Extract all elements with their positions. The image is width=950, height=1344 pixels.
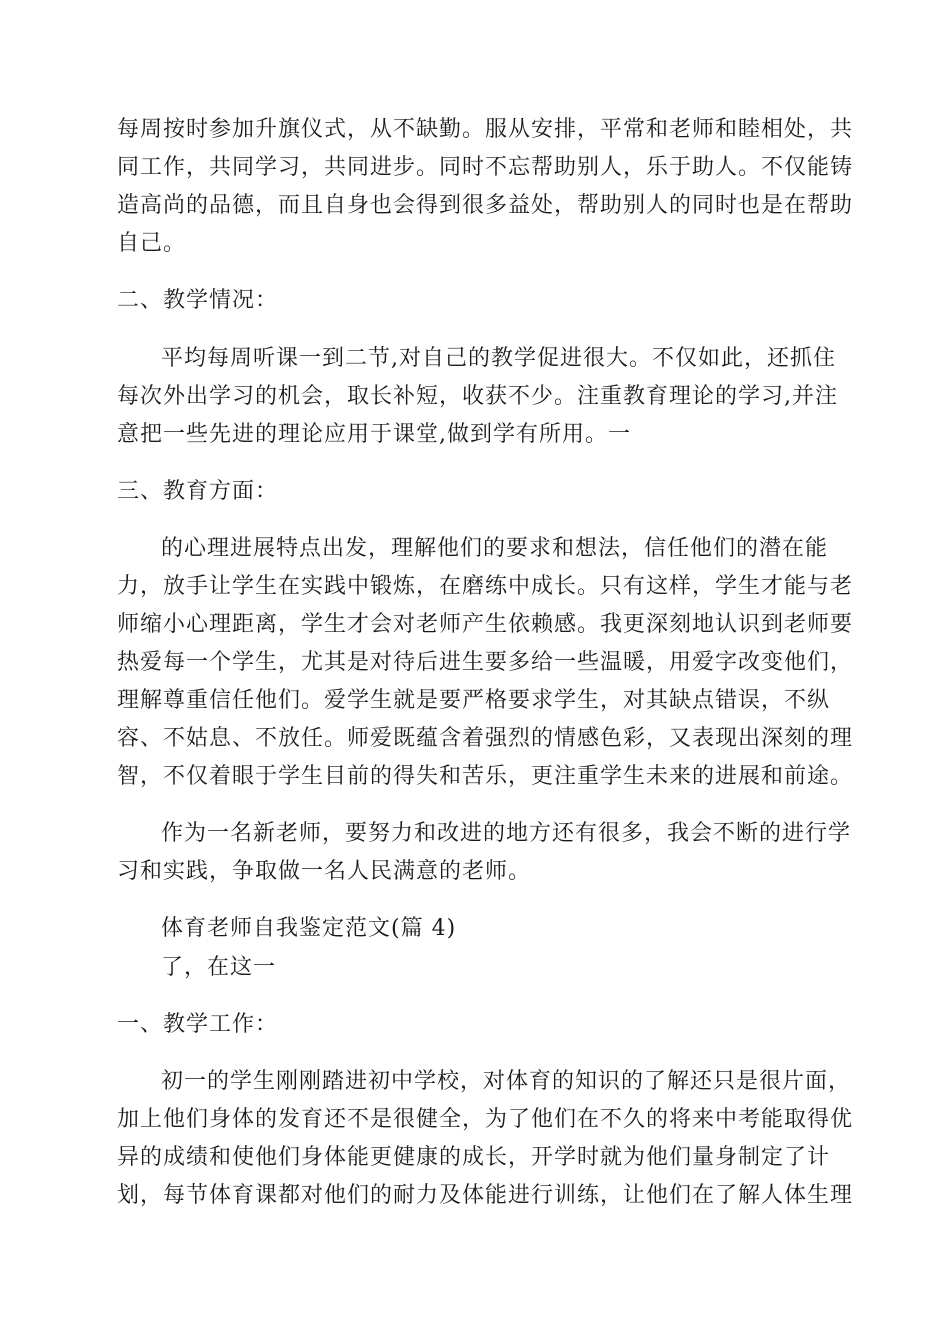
paragraph-line: 意把一些先进的理论应用于课堂,做到学有所用。一 — [117, 422, 631, 447]
paragraph-line: 力，放手让学生在实践中锻炼，在磨练中成长。只有这样，学生才能与老 — [117, 574, 854, 599]
paragraph-line: 理解尊重信任他们。爱学生就是要严格要求学生，对其缺点错误，不纵 — [117, 688, 831, 713]
paragraph-line: 习和实践，争取做一名人民满意的老师。 — [117, 859, 532, 884]
paragraph-line: 自己。 — [117, 231, 187, 256]
paragraph-line: 平均每周听课一到二节,对自己的教学促进很大。不仅如此，还抓住 — [161, 346, 836, 371]
paragraph-line: 智，不仅着眼于学生目前的得失和苦乐，更注重学生未来的进展和前途。 — [117, 764, 854, 789]
paragraph-line: 异的成绩和使他们身体能更健康的成长，开学时就为他们量身制定了计 — [117, 1145, 831, 1170]
paragraph-line: 初一的学生刚刚踏进初中学校，对体育的知识的了解还只是很片面， — [161, 1069, 852, 1094]
section-heading: 三、教育方面： — [117, 479, 279, 504]
paragraph-line: 容、不姑息、不放任。师爱既蕴含着强烈的情感色彩，又表现出深刻的理 — [117, 726, 854, 751]
paragraph-line: 师缩小心理距离，学生才会对老师产生依赖感。我更深刻地认识到老师要 — [117, 612, 854, 637]
paragraph-line: 划，每节体育课都对他们的耐力及体能进行训练，让他们在了解人体生理 — [117, 1183, 854, 1208]
section-title: 体育老师自我鉴定范文(篇 4) — [161, 916, 457, 941]
paragraph-line: 每周按时参加升旗仪式，从不缺勤。服从安排，平常和老师和睦相处，共 — [117, 117, 854, 142]
section-heading: 一、教学工作： — [117, 1012, 279, 1037]
paragraph-line: 加上他们身体的发育还不是很健全，为了他们在不久的将来中考能取得优 — [117, 1107, 854, 1132]
paragraph-line: 造高尚的品德，而且自身也会得到很多益处，帮助别人的同时也是在帮助 — [117, 193, 854, 218]
paragraph-line: 了，在这一 — [161, 955, 277, 980]
paragraph-line: 作为一名新老师，要努力和改进的地方还有很多，我会不断的进行学 — [161, 821, 852, 846]
section-heading: 二、教学情况： — [117, 288, 279, 313]
paragraph-line: 同工作，共同学习，共同进步。同时不忘帮助别人，乐于助人。不仅能铸 — [117, 155, 854, 180]
paragraph-line: 热爱每一个学生，尤其是对待后进生要多给一些温暖，用爱字改变他们， — [117, 650, 854, 675]
paragraph-line: 每次外出学习的机会，取长补短，收获不少。注重教育理论的学习,并注 — [117, 384, 838, 409]
paragraph-line: 的心理进展特点出发，理解他们的要求和想法，信任他们的潜在能 — [161, 536, 829, 561]
